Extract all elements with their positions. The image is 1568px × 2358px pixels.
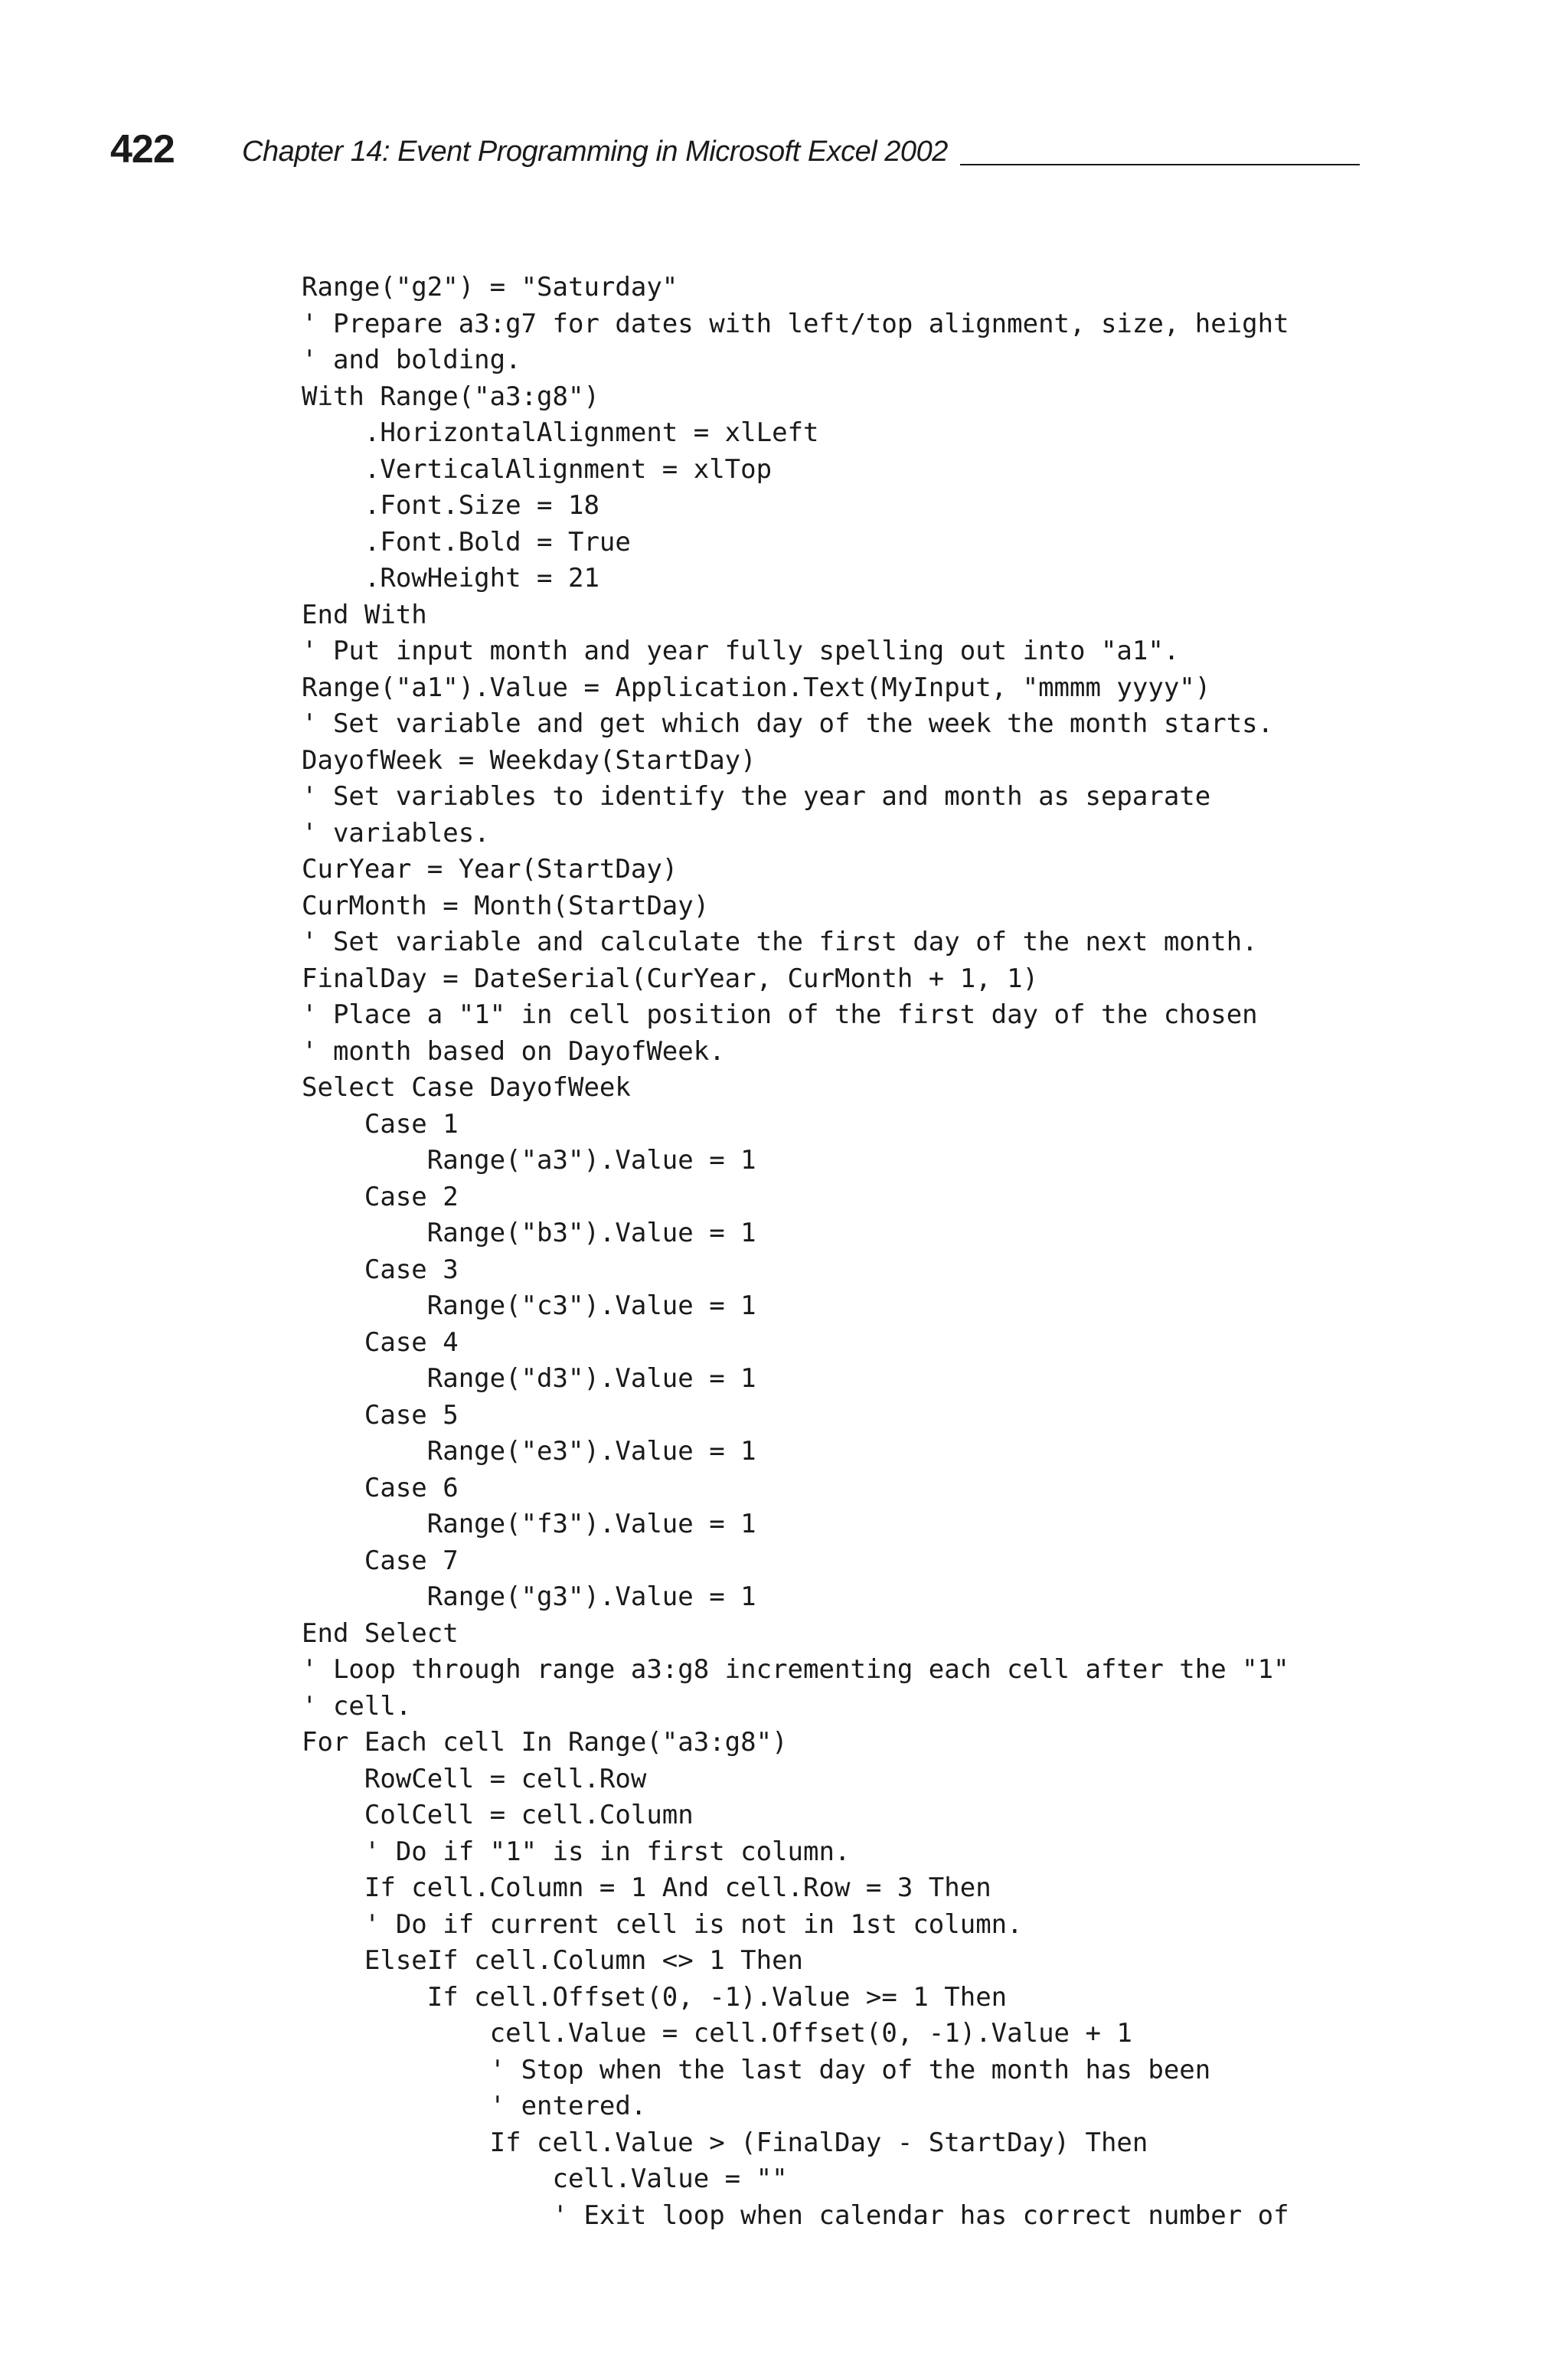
code-line: Case 5	[302, 1399, 459, 1431]
code-line: Range("a1").Value = Application.Text(MyInput, "mmmm yyyy")	[302, 672, 1211, 703]
code-line: Range("e3").Value = 1	[302, 1436, 756, 1467]
code-line: If cell.Value > (FinalDay - StartDay) Then	[302, 2127, 1148, 2158]
code-line: ' variables.	[302, 817, 490, 849]
page-number: 422	[110, 127, 175, 172]
code-line: .HorizontalAlignment = xlLeft	[302, 417, 819, 448]
code-line: If cell.Column = 1 And cell.Row = 3 Then	[302, 1872, 991, 1903]
code-listing	[302, 270, 1289, 2234]
code-line: FinalDay = DateSerial(CurYear, CurMonth + 1, 1)	[302, 963, 1039, 994]
code-line: For Each cell In Range("a3:g8")	[302, 1727, 788, 1758]
code-line: DayofWeek = Weekday(StartDay)	[302, 744, 756, 776]
code-line: ' Exit loop when calendar has correct number of	[302, 2199, 1289, 2231]
page-header	[110, 123, 1360, 176]
code-line: ' cell.	[302, 1690, 412, 1722]
code-line: Case 7	[302, 1545, 459, 1576]
code-line: Case 2	[302, 1181, 459, 1212]
code-line: RowCell = cell.Row	[302, 1763, 647, 1794]
header-rule	[960, 164, 1360, 165]
code-line: ElseIf cell.Column <> 1 Then	[302, 1945, 804, 1976]
code-line: End With	[302, 599, 427, 630]
code-line: ' Loop through range a3:g8 incrementing each cell after the "1"	[302, 1654, 1289, 1685]
code-line: Range("b3").Value = 1	[302, 1218, 756, 1248]
code-line: Range("f3").Value = 1	[302, 1509, 756, 1539]
code-line: ' Prepare a3:g7 for dates with left/top alignment, size, height	[302, 308, 1289, 339]
code-line: ' and bolding.	[302, 345, 521, 375]
code-line: Range("c3").Value = 1	[302, 1290, 756, 1321]
code-line: ' entered.	[302, 2091, 647, 2121]
code-line: Case 3	[302, 1254, 459, 1285]
code-line: ' Place a "1" in cell position of the first day of the chosen	[302, 999, 1258, 1030]
code-line: Case 1	[302, 1108, 459, 1140]
code-line: ' Set variable and calculate the first day of the next month.	[302, 927, 1258, 957]
code-line: Range("d3").Value = 1	[302, 1363, 756, 1394]
code-line: Range("g2") = "Saturday"	[302, 272, 678, 303]
code-line: Select Case DayofWeek	[302, 1072, 631, 1103]
code-line: cell.Value = ""	[302, 2163, 788, 2194]
chapter-title: Chapter 14: Event Programming in Microsoft Excel 2002	[242, 136, 948, 168]
code-line: Range("a3").Value = 1	[302, 1145, 756, 1176]
code-line: End Select	[302, 1617, 459, 1649]
code-line: With Range("a3:g8")	[302, 381, 599, 412]
code-line: ColCell = cell.Column	[302, 1800, 694, 1830]
code-line: ' Put input month and year fully spelling out into "a1".	[302, 636, 1180, 666]
code-line: Range("g3").Value = 1	[302, 1581, 756, 1612]
code-line: If cell.Offset(0, -1).Value >= 1 Then	[302, 1981, 1008, 2013]
code-line: .Font.Bold = True	[302, 526, 631, 558]
code-line: Case 4	[302, 1326, 459, 1358]
code-line: ' Do if current cell is not in 1st column.	[302, 1908, 1023, 1940]
code-line: ' Set variable and get which day of the week the month starts.	[302, 708, 1274, 739]
code-line: .Font.Size = 18	[302, 490, 599, 521]
code-line: ' month based on DayofWeek.	[302, 1035, 725, 1067]
code-line: ' Do if "1" is in first column.	[302, 1836, 851, 1867]
code-line: CurYear = Year(StartDay)	[302, 854, 678, 885]
code-line: ' Set variables to identify the year and month as separate	[302, 781, 1211, 812]
code-line: cell.Value = cell.Offset(0, -1).Value + 1	[302, 2018, 1132, 2049]
code-line: Case 6	[302, 1472, 459, 1503]
code-line: ' Stop when the last day of the month has been	[302, 2054, 1211, 2085]
code-line: CurMonth = Month(StartDay)	[302, 890, 710, 921]
code-line: .RowHeight = 21	[302, 563, 599, 594]
code-line: .VerticalAlignment = xlTop	[302, 453, 773, 485]
